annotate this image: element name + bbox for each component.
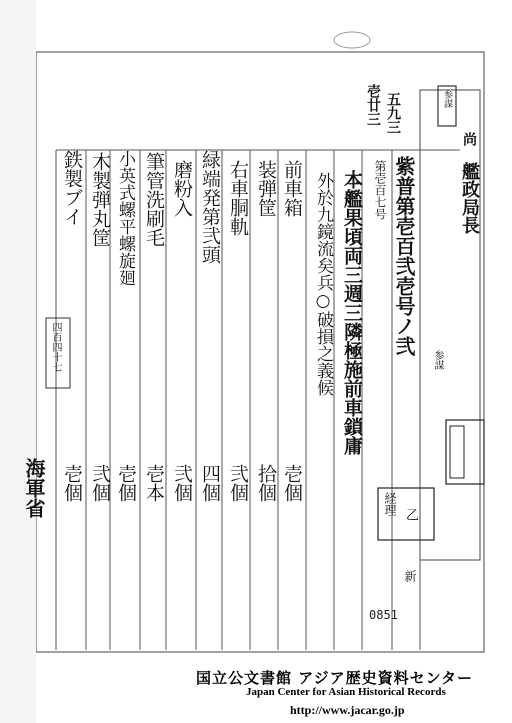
archive-url[interactable]: http://www.jacar.go.jp [290,703,405,717]
corner-stamp-text: 参謀 [442,90,452,108]
reference-number: 第壱百七号 [373,160,387,220]
scan-margin [0,0,36,723]
item-qty: 拾個 [255,464,277,502]
archive-logo: 国立公文書館 アジア歴史資料センター [196,669,474,687]
item-name: 鉄製ブイ [61,150,83,226]
item-name: 小英式螺平螺旋廻 [115,150,135,286]
item-qty: 四個 [199,464,221,502]
new-stamp: 新 [403,570,417,582]
item-qty: 弐個 [89,464,111,502]
top-stamp-sub: 壱廿三 [365,84,381,126]
item-qty: 壱個 [61,464,83,502]
top-stamp-digits: 五九三 [385,92,401,134]
header-mark: 尚 [461,132,477,146]
archive-name-en: Japan Center for Asian Historical Records [246,686,446,698]
page-border [36,52,484,652]
item-name: 緑端発第弐頭 [199,150,221,264]
item-name: 筆管洗刷毛 [143,152,165,247]
header-recipient: 艦政局長 [459,162,480,234]
item-name: 磨粉入 [171,160,193,217]
document-title: 紫普第壱百弐壱号ノ弐 [392,156,416,356]
subject-line-1: 本艦果頃両三週三隣極施前車鎖庸 [341,170,363,455]
item-qty: 壱本 [143,464,165,502]
item-name: 前車箱 [281,160,303,217]
item-qty: 弐個 [227,464,249,502]
item-qty: 壱個 [281,464,303,502]
item-name: 装弾筐 [255,160,277,217]
side-stamp-number: 四百四十七 [50,322,61,372]
ledger-stamp-text: 経理 [383,492,397,516]
item-name: 木製弾丸筐 [89,152,111,247]
ledger-stamp-mark: 乙 [403,508,418,521]
faint-stamp [334,32,370,48]
side-label-stamp: 参謀 [432,350,443,370]
item-qty: 弐個 [171,464,193,502]
issuer-signature: 海軍省 [22,458,46,518]
item-name: 右車胴軌 [227,160,249,236]
page-number: 0851 [369,608,398,622]
item-qty: 壱個 [115,464,137,502]
subject-line-2: 外於九鏡流矣兵○破損之義候 [313,172,333,396]
